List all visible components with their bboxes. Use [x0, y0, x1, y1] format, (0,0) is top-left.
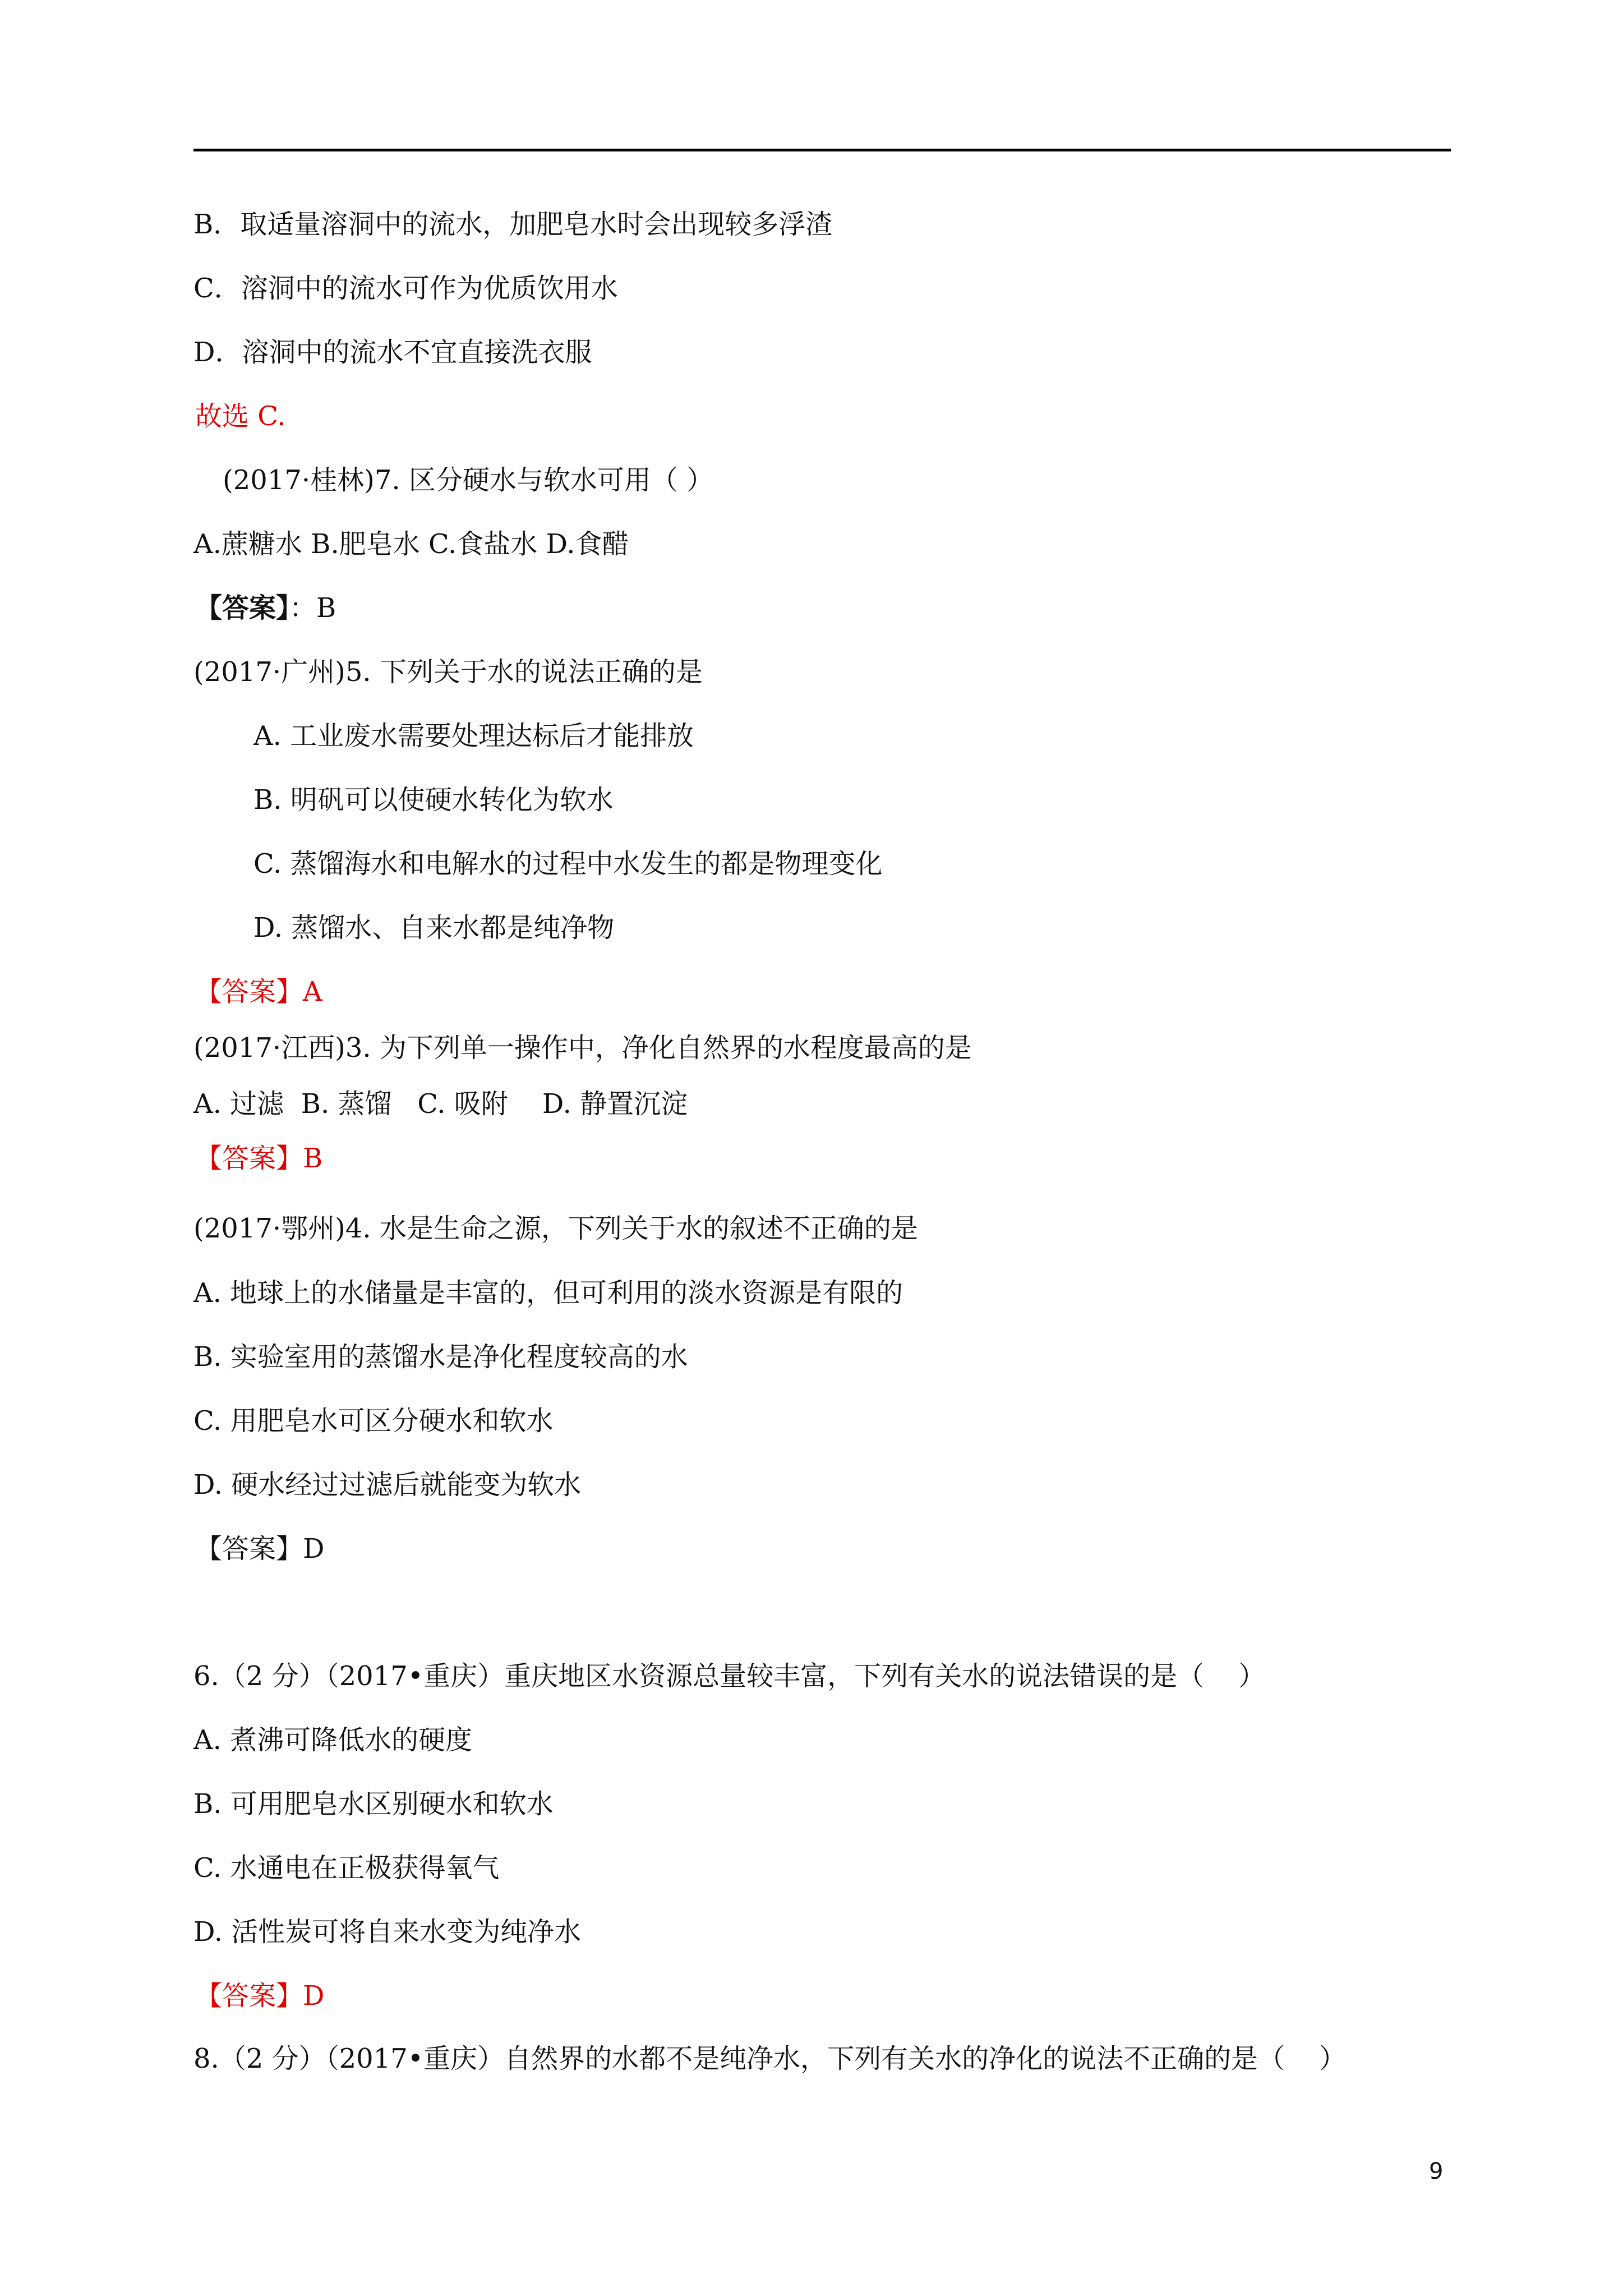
option-d-line: D．溶洞中的流水不宜直接洗衣服 [193, 337, 592, 368]
option-d-line: D. 活性炭可将自来水变为纯净水 [193, 1916, 582, 1948]
question-line: 6.（2 分）（2017•重庆）重庆地区水资源总量较丰富，下列有关水的说法错误的是（ ） [193, 1660, 1266, 1692]
option-c-line: C. 用肥皂水可区分硬水和软水 [193, 1405, 554, 1437]
answer-value: ：B [289, 592, 336, 624]
option-c-line: C．溶洞中的流水可作为优质饮用水 [193, 273, 618, 304]
options-line: A.蔗糖水 B.肥皂水 C.食盐水 D.食醋 [193, 528, 629, 560]
answer-line: 故选 C. [195, 401, 286, 432]
header-rule [193, 149, 1451, 151]
question-line: (2017·鄂州)4. 水是生命之源，下列关于水的叙述不正确的是 [193, 1213, 918, 1244]
options-line: A. 过滤 B. 蒸馏 C. 吸附 D. 静置沉淀 [193, 1088, 688, 1120]
option-a-line: A. 煮沸可降低水的硬度 [193, 1724, 473, 1756]
option-c-line: C. 蒸馏海水和电解水的过程中水发生的都是物理变化 [253, 848, 883, 880]
answer-line [195, 591, 336, 625]
option-a-line: A. 地球上的水储量是丰富的，但可利用的淡水资源是有限的 [193, 1277, 903, 1309]
answer-line: 【答案】D [195, 1533, 325, 1565]
option-b-line: B. 可用肥皂水区别硬水和软水 [193, 1788, 554, 1820]
question-line: (2017·广州)5. 下列关于水的说法正确的是 [193, 656, 703, 688]
option-d-line: D. 硬水经过过滤后就能变为软水 [193, 1469, 582, 1501]
question-line: (2017·江西)3. 为下列单一操作中，净化自然界的水程度最高的是 [193, 1032, 972, 1064]
answer-line: 【答案】A [195, 976, 322, 1007]
option-c-line: C. 水通电在正极获得氧气 [193, 1852, 500, 1884]
option-a-line: A. 工业废水需要处理达标后才能排放 [253, 720, 694, 752]
option-b-line: B. 实验室用的蒸馏水是净化程度较高的水 [193, 1341, 688, 1373]
question-line: 8.（2 分）（2017•重庆）自然界的水都不是纯净水，下列有关水的净化的说法不正确的是（ ） [193, 2043, 1347, 2074]
page-number: 9 [1429, 2159, 1444, 2184]
option-d-line: D. 蒸馏水、自来水都是纯净物 [253, 912, 615, 944]
answer-line: 【答案】D [195, 1980, 325, 2012]
question-line: (2017·桂林)7. 区分硬水与软水可用（ ） [223, 464, 714, 496]
option-b-line: B．取适量溶洞中的流水，加肥皂水时会出现较多浮渣 [193, 209, 833, 240]
answer-line: 【答案】B [195, 1143, 323, 1174]
answer-label: 【答案】 [195, 592, 290, 624]
option-b-line: B. 明矾可以使硬水转化为软水 [253, 784, 614, 816]
